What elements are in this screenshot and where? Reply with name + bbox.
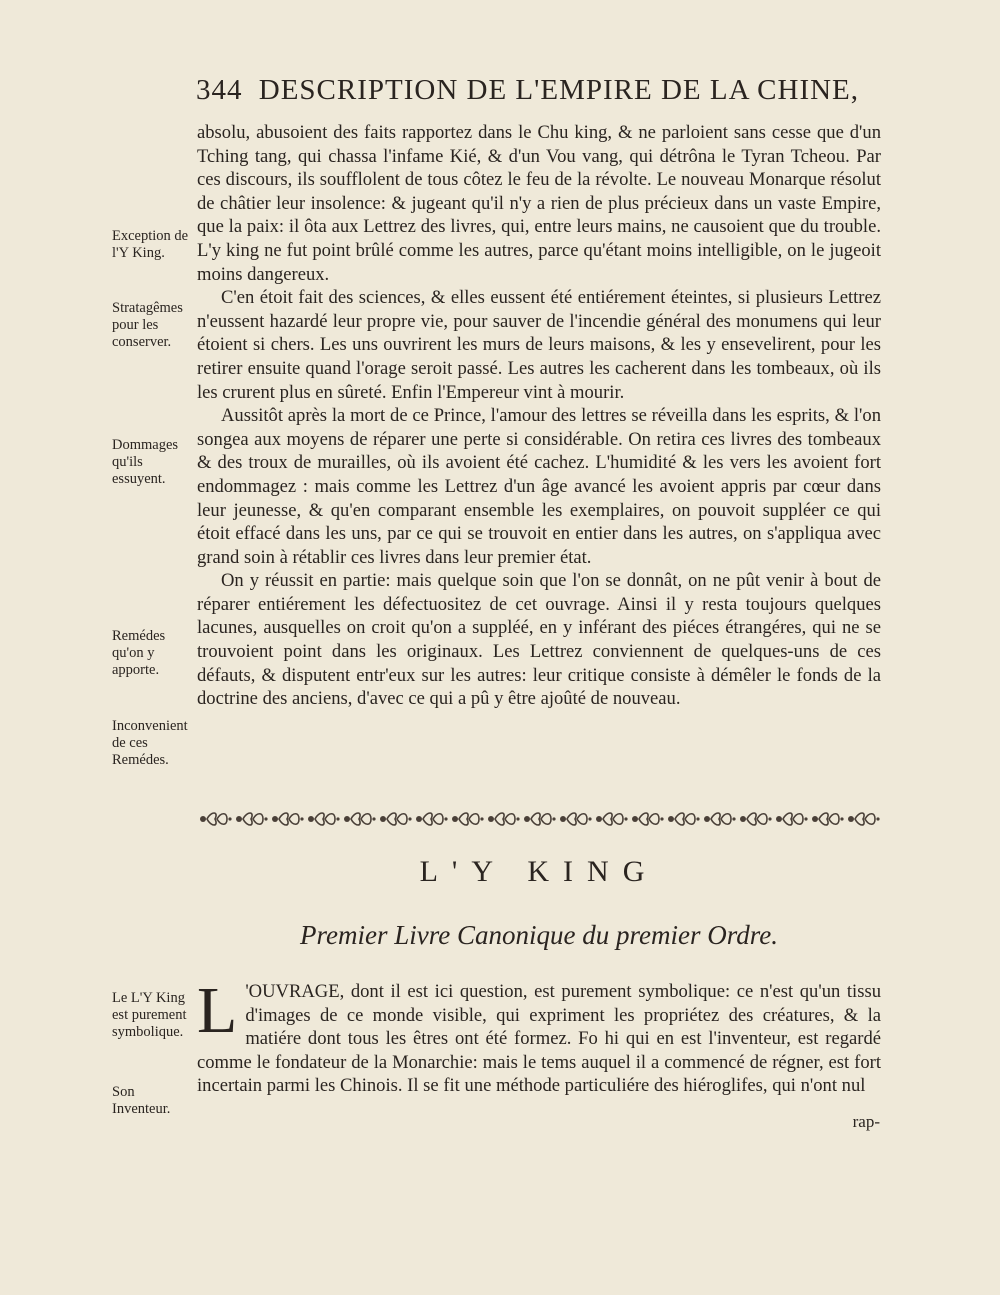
section-title: L'Y KING: [419, 855, 659, 888]
paragraph: Aussitôt après la mort de ce Prince, l'amour des lettres se réveilla dans les esprits, & l'on songea aux moyens de réparer une perte si considérable. On retira ces livres des tombeaux & des troux de murailles, où ils avoient été cachez. L'humidité & les vers les avoient fort endommagez : mais comme les Lettrez d'un âge avancé les avoient appris par cœur dans leur jeunesse, & qu'en comparant ensemble les exemplaires, on pouvoit suppléer ce qui étoit effacé dans les uns, par ce qui se trouvoit en entier dans les autres, on s'appliqua avec grand soin à rétablir ces livres dans leur premier état.: [197, 405, 881, 568]
ornament-divider: [197, 808, 881, 830]
running-title: DESCRIPTION DE L'EMPIRE DE LA CHINE,: [258, 74, 860, 106]
section-subtitle: Premier Livre Canonique du premier Ordre.: [300, 920, 778, 950]
drop-cap: L: [197, 974, 238, 1047]
margin-note-inconvenient: Inconvenient de ces Remédes.: [112, 718, 188, 768]
margin-note-dommages: Dommages qu'ils essuyent.: [112, 437, 179, 487]
page-number: 344: [196, 74, 243, 106]
running-header: [196, 74, 896, 107]
section-paragraph: 'OUVRAGE, dont il est ici question, est purement symbolique: ce n'est qu'un tissu d'images de ce monde visible, qui expriment les propriétez des créatures, & la matiére dont tous les êtres ont été formez. Fo hi qui en est l'inventeur, est regardé comme le fondateur de la Monarchie: mais le tems auquel il a commencé de régner, est fort incertain parmi les Chinois. Il se fit une méthode particuliére des hiéroglifes, qui n'ont nul: [197, 981, 881, 1097]
main-text: [197, 121, 881, 711]
paragraph: C'en étoit fait des sciences, & elles eussent été entiérement éteintes, si plusieurs Lettrez n'eussent hazardé leur propre vie, pour sauver de l'incendie général des monumens qui leur étoient si chers. Les uns ouvrirent les murs de leurs maisons, & les y ensevelirent, pour les retirer ensuite quand l'orage seroit passé. Les autres les cacherent dans les tombeaux, où ils les crurent plus en sûreté. Enfin l'Empereur vint à mourir.: [197, 287, 881, 403]
section-text: [197, 974, 881, 1098]
paragraph: absolu, abusoient des faits rapportez dans le Chu king, & ne parloient sans cesse que d'un Tching tang, qui chassa l'infame Kié, & d'un Vou vang, qui détrôna le Tyran Tcheou. Par ces discours, ils soufflolent de tous côtez le feu de la révolte. Le nouveau Monarque résolut de châtier leur insolence: & jugeant qu'il n'y a rien de plus précieux dans un vaste Empire, que la paix: il ôta aux Lettrez des livres, qui, entre leurs mains, ne causoient que du trouble. L'y king ne fut point brûlé comme les autres, parce qu'étant moins intelligible, on le jugeoit moins dangereux.: [197, 122, 881, 285]
paragraph: On y réussit en partie: mais quelque soin que l'on se donnât, on ne pût venir à bout de réparer entiérement les défectuositez de cet ouvrage. Ainsi il y resta toujours quelques lacunes, ausquelles on croit qu'on a suppléé, en y inférant des piéces étrangéres, qui ne se trouvoient point dans les originaux. Les Lettrez conviennent de quelques-uns de ces défauts, & disputent entr'eux sur les autres: leur critique consiste à démêler le fonds de la doctrine des anciens, d'avec ce qui a pû y être ajoûté de nouveau.: [197, 570, 881, 710]
margin-note-inventeur: Son Inventeur.: [112, 1084, 171, 1117]
margin-note-symbolique: Le L'Y King est purement symbolique.: [112, 990, 187, 1040]
margin-note-stratagemes: Stratagêmes pour les conserver.: [112, 300, 183, 350]
catchword: rap-: [852, 1112, 880, 1131]
margin-note-remedes: Remédes qu'on y apporte.: [112, 628, 166, 678]
margin-note-exception: Exception de l'Y King.: [112, 228, 189, 261]
